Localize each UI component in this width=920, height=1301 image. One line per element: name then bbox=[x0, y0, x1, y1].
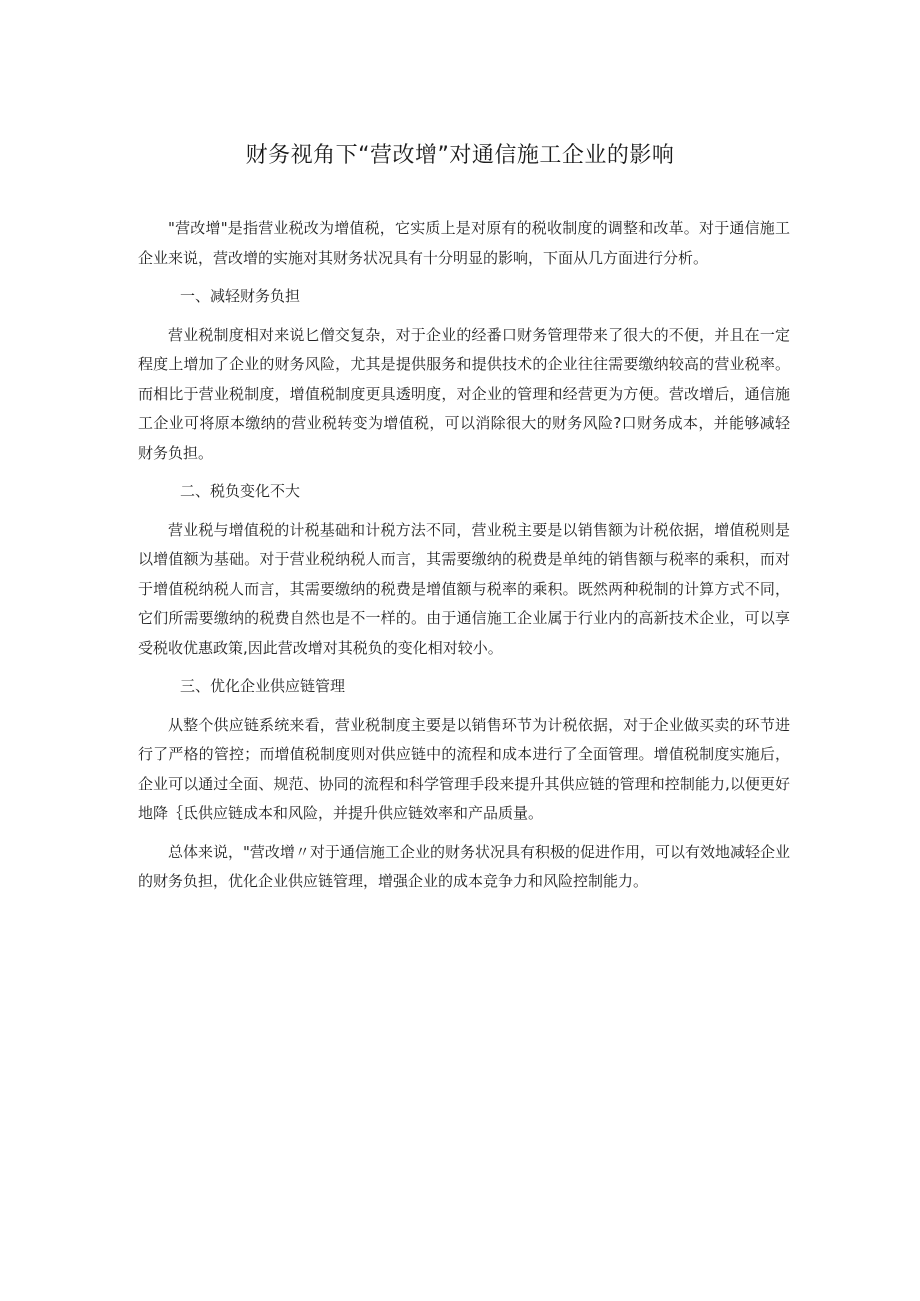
section-2-paragraph: 营业税与增值税的计税基础和计税方法不同，营业税主要是以销售额为计税依据，增值税则是以增值额为基础。对于营业税纳税人而言，其需要缴纳的税费是单纯的销售额与税率的乘积，而对于增值税纳税人而言，其需要缴纳的税费是增值额与税率的乘积。既然两种税制的计算方式不同，它们所需要缴纳的税费自然也是不一样的。由于通信施工企业属于行业内的高新技术企业，可以享受税收优惠政策,因此营改增对其税负的变化相对较小。 bbox=[138, 520, 790, 657]
document-body bbox=[138, 214, 790, 906]
conclusion-paragraph: 总体来说，"营改增〃对于通信施工企业的财务状况具有积极的促进作用，可以有效地减轻企业的财务负担，优化企业供应链管理，增强企业的成本竞争力和风险控制能力。 bbox=[138, 842, 790, 890]
section-3-paragraph: 从整个供应链系统来看，营业税制度主要是以销售环节为计税依据，对于企业做买卖的环节进行了严格的管控；而增值税制度则对供应链中的流程和成本进行了全面管理。增值税制度实施后，企业可以通过全面、规范、协同的流程和科学管理手段来提升其供应链的管理和控制能力,以便更好地降｛氐供应链成本和风险，并提升供应链效率和产品质量。 bbox=[138, 715, 790, 822]
intro-paragraph: "营改增"是指营业税改为增值税，它实质上是对原有的税收制度的调整和改革。对于通信施工企业来说，营改增的实施对其财务状况具有十分明显的影响，下面从几方面进行分析。 bbox=[138, 219, 790, 267]
section-heading-3: 三、优化企业供应链管理 bbox=[180, 677, 346, 695]
section-heading-1: 一、减轻财务负担 bbox=[180, 287, 301, 305]
section-1-paragraph: 营业税制度相对来说匕僧交复杂，对于企业的经番口财务管理带来了很大的不便，并且在一定程度上增加了企业的财务风险，尤其是提供服务和提供技术的企业往往需要缴纳较高的营业税率。而相比于营业税制度，增值税制度更具透明度，对企业的管理和经营更为方便。营改增后，通信施工企业可将原本缴纳的营业税转变为增值税，可以消除很大的财务风险?口财务成本，并能够减轻财务负担。 bbox=[138, 325, 790, 462]
document-title: 财务视角下“营改增”对通信施工企业的影响 bbox=[245, 143, 675, 168]
section-heading-2: 二、税负变化不大 bbox=[180, 482, 301, 500]
